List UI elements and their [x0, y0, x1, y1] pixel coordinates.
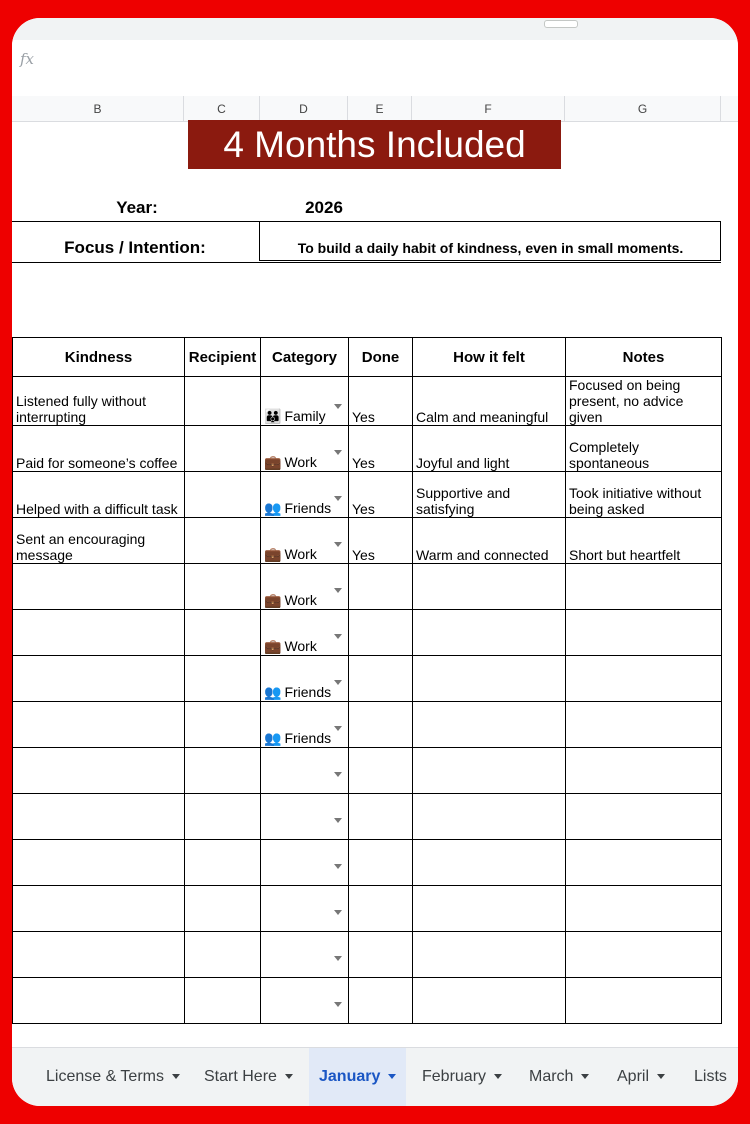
done-cell[interactable]: [349, 748, 413, 794]
column-header-g[interactable]: G: [565, 96, 721, 122]
dropdown-arrow-icon[interactable]: [334, 404, 342, 409]
chevron-down-icon[interactable]: [172, 1074, 180, 1079]
header-notes: Notes: [566, 338, 722, 377]
category-cell[interactable]: [261, 932, 349, 978]
how-it-felt-cell[interactable]: Warm and connected: [413, 518, 566, 564]
chevron-down-icon[interactable]: [388, 1074, 396, 1079]
kindness-cell[interactable]: Helped with a difficult task: [13, 472, 185, 518]
notes-cell[interactable]: [566, 610, 722, 656]
category-cell[interactable]: [261, 840, 349, 886]
column-header-d[interactable]: D: [260, 96, 348, 122]
kindness-cell[interactable]: [13, 794, 185, 840]
sheet-tab-label: Lists: [694, 1068, 727, 1085]
table-row: [13, 702, 722, 748]
year-label: Year:: [116, 198, 158, 217]
category-cell[interactable]: [261, 472, 349, 518]
done-cell[interactable]: [349, 840, 413, 886]
dropdown-arrow-icon[interactable]: [334, 588, 342, 593]
how-it-felt-cell[interactable]: [413, 794, 566, 840]
table-row: [13, 518, 722, 564]
notes-cell[interactable]: [566, 932, 722, 978]
briefcase-icon: 💼: [264, 454, 282, 470]
sheet-tab-label: March: [529, 1068, 574, 1085]
sheet-tab-label: License & Terms: [46, 1068, 164, 1085]
category-cell[interactable]: [261, 610, 349, 656]
column-header-f[interactable]: F: [412, 96, 565, 122]
kindness-cell[interactable]: [13, 840, 185, 886]
kindness-cell[interactable]: [13, 656, 185, 702]
table-row: [13, 978, 722, 1024]
done-cell[interactable]: Yes: [349, 426, 413, 472]
table-row: [13, 932, 722, 978]
category-cell[interactable]: [261, 978, 349, 1024]
header-category: Category: [261, 338, 349, 377]
header-how-it-felt: How it felt: [413, 338, 566, 377]
done-cell[interactable]: [349, 564, 413, 610]
recipient-cell[interactable]: [185, 426, 261, 472]
notes-cell[interactable]: [566, 840, 722, 886]
how-it-felt-cell[interactable]: [413, 840, 566, 886]
category-value: Work: [284, 638, 317, 654]
category-value: Work: [284, 454, 317, 470]
category-cell[interactable]: [261, 794, 349, 840]
kindness-cell[interactable]: [13, 702, 185, 748]
formula-bar[interactable]: [12, 40, 738, 97]
banner-title: 4 Months Included: [188, 120, 561, 169]
category-value: Friends: [284, 500, 332, 516]
chevron-down-icon[interactable]: [581, 1074, 589, 1079]
column-header-e[interactable]: E: [348, 96, 412, 122]
category-cell[interactable]: [261, 886, 349, 932]
notes-cell[interactable]: [566, 748, 722, 794]
friends-icon: 👥: [264, 730, 282, 746]
fx-icon: fx: [20, 50, 35, 68]
dropdown-arrow-icon[interactable]: [334, 910, 342, 915]
recipient-cell[interactable]: [185, 932, 261, 978]
done-cell[interactable]: [349, 932, 413, 978]
dropdown-arrow-icon[interactable]: [334, 496, 342, 501]
notes-cell[interactable]: [566, 886, 722, 932]
kindness-cell[interactable]: [13, 932, 185, 978]
sheet-tab-label: February: [422, 1068, 487, 1085]
focus-label: Focus / Intention:: [64, 238, 206, 257]
dropdown-arrow-icon[interactable]: [334, 542, 342, 547]
column-header-c[interactable]: C: [184, 96, 260, 122]
done-cell[interactable]: Yes: [349, 377, 413, 426]
sheet-tab-label: April: [617, 1068, 650, 1085]
table-header-row: [13, 338, 722, 377]
dropdown-arrow-icon[interactable]: [334, 956, 342, 961]
kindness-cell[interactable]: [13, 564, 185, 610]
chevron-down-icon[interactable]: [285, 1074, 293, 1079]
header-kindness: Kindness: [13, 338, 185, 377]
how-it-felt-cell[interactable]: [413, 886, 566, 932]
column-header-extra: [721, 96, 738, 122]
recipient-cell[interactable]: [185, 610, 261, 656]
recipient-cell[interactable]: [185, 472, 261, 518]
category-value: Family: [284, 408, 326, 424]
recipient-cell[interactable]: [185, 794, 261, 840]
sheet-tab-january[interactable]: [309, 1048, 406, 1106]
notes-cell[interactable]: [566, 978, 722, 1024]
done-cell[interactable]: [349, 702, 413, 748]
dropdown-arrow-icon[interactable]: [334, 1002, 342, 1007]
recipient-cell[interactable]: [185, 886, 261, 932]
dropdown-arrow-icon[interactable]: [334, 864, 342, 869]
notes-cell[interactable]: [566, 564, 722, 610]
kindness-cell[interactable]: [13, 886, 185, 932]
done-cell[interactable]: [349, 656, 413, 702]
sheet-tab-license-terms[interactable]: [36, 1048, 190, 1106]
dropdown-arrow-icon[interactable]: [334, 634, 342, 639]
done-cell[interactable]: [349, 610, 413, 656]
table-row: [13, 748, 722, 794]
table-row: [13, 472, 722, 518]
recipient-cell[interactable]: [185, 377, 261, 426]
notes-cell[interactable]: Focused on being present, no advice given: [566, 377, 722, 426]
notes-cell[interactable]: [566, 794, 722, 840]
sheet-tab-start-here[interactable]: [194, 1048, 303, 1106]
column-header-b[interactable]: B: [12, 96, 184, 122]
kindness-cell[interactable]: Listened fully without interrupting: [13, 377, 185, 426]
dropdown-arrow-icon[interactable]: [334, 772, 342, 777]
dropdown-arrow-icon[interactable]: [334, 726, 342, 731]
how-it-felt-cell[interactable]: [413, 564, 566, 610]
category-cell[interactable]: [261, 564, 349, 610]
how-it-felt-cell[interactable]: [413, 702, 566, 748]
how-it-felt-cell[interactable]: Calm and meaningful: [413, 377, 566, 426]
sheet-tab-april[interactable]: [607, 1048, 675, 1106]
table-row: [13, 377, 722, 426]
sheet-tab-february[interactable]: [412, 1048, 512, 1106]
sheet-tab-lists[interactable]: [684, 1048, 737, 1106]
category-cell[interactable]: [261, 702, 349, 748]
how-it-felt-cell[interactable]: [413, 656, 566, 702]
kindness-cell[interactable]: Sent an encouraging message: [13, 518, 185, 564]
header-recipient: Recipient: [185, 338, 261, 377]
chevron-down-icon[interactable]: [494, 1074, 502, 1079]
done-cell[interactable]: [349, 886, 413, 932]
table-row: [13, 610, 722, 656]
notes-cell[interactable]: [566, 702, 722, 748]
category-value: Friends: [284, 730, 332, 746]
category-cell[interactable]: [261, 518, 349, 564]
how-it-felt-cell[interactable]: Supportive and satisfying: [413, 472, 566, 518]
sheet-tab-label: Start Here: [204, 1068, 277, 1085]
done-cell[interactable]: [349, 794, 413, 840]
how-it-felt-cell[interactable]: [413, 748, 566, 794]
year-value[interactable]: 2026: [305, 198, 343, 217]
category-cell[interactable]: [261, 656, 349, 702]
kindness-cell[interactable]: [13, 610, 185, 656]
briefcase-icon: 💼: [264, 592, 282, 608]
done-cell[interactable]: Yes: [349, 518, 413, 564]
recipient-cell[interactable]: [185, 748, 261, 794]
table-row: [13, 886, 722, 932]
kindness-table: [12, 337, 722, 1024]
dropdown-arrow-icon[interactable]: [334, 680, 342, 685]
notes-cell[interactable]: Short but heartfelt: [566, 518, 722, 564]
kindness-cell[interactable]: [13, 748, 185, 794]
category-value: Work: [284, 546, 317, 562]
recipient-cell[interactable]: [185, 518, 261, 564]
table-row: [13, 794, 722, 840]
notes-cell[interactable]: [566, 656, 722, 702]
table-row: [13, 840, 722, 886]
focus-value: To build a daily habit of kindness, even in small moments.: [297, 240, 684, 256]
kindness-cell[interactable]: Paid for someone’s coffee: [13, 426, 185, 472]
sheet-tab-bar: [12, 1047, 738, 1106]
how-it-felt-cell[interactable]: [413, 932, 566, 978]
briefcase-icon: 💼: [264, 638, 282, 654]
recipient-cell[interactable]: [185, 656, 261, 702]
recipient-cell[interactable]: [185, 978, 261, 1024]
how-it-felt-cell[interactable]: [413, 978, 566, 1024]
friends-icon: 👥: [264, 500, 282, 516]
family-icon: 👪: [264, 408, 282, 424]
friends-icon: 👥: [264, 684, 282, 700]
dropdown-arrow-icon[interactable]: [334, 450, 342, 455]
header-done: Done: [349, 338, 413, 377]
notes-cell[interactable]: Completely spontaneous: [566, 426, 722, 472]
table-row: [13, 656, 722, 702]
dropdown-arrow-icon[interactable]: [334, 818, 342, 823]
how-it-felt-cell[interactable]: [413, 610, 566, 656]
recipient-cell[interactable]: [185, 702, 261, 748]
category-cell[interactable]: [261, 426, 349, 472]
done-cell[interactable]: Yes: [349, 472, 413, 518]
how-it-felt-cell[interactable]: Joyful and light: [413, 426, 566, 472]
briefcase-icon: 💼: [264, 546, 282, 562]
spreadsheet-window: [12, 18, 738, 1106]
notes-cell[interactable]: Took initiative without being asked: [566, 472, 722, 518]
category-cell[interactable]: [261, 377, 349, 426]
recipient-cell[interactable]: [185, 564, 261, 610]
sheet-tab-label: January: [319, 1068, 381, 1085]
toolbar: [12, 18, 738, 40]
category-cell[interactable]: [261, 748, 349, 794]
recipient-cell[interactable]: [185, 840, 261, 886]
table-row: [13, 426, 722, 472]
toolbar-control[interactable]: [544, 20, 578, 28]
category-value: Work: [284, 592, 317, 608]
chevron-down-icon[interactable]: [657, 1074, 665, 1079]
table-row: [13, 564, 722, 610]
kindness-cell[interactable]: [13, 978, 185, 1024]
sheet-tab-march[interactable]: [519, 1048, 599, 1106]
done-cell[interactable]: [349, 978, 413, 1024]
category-value: Friends: [284, 684, 332, 700]
